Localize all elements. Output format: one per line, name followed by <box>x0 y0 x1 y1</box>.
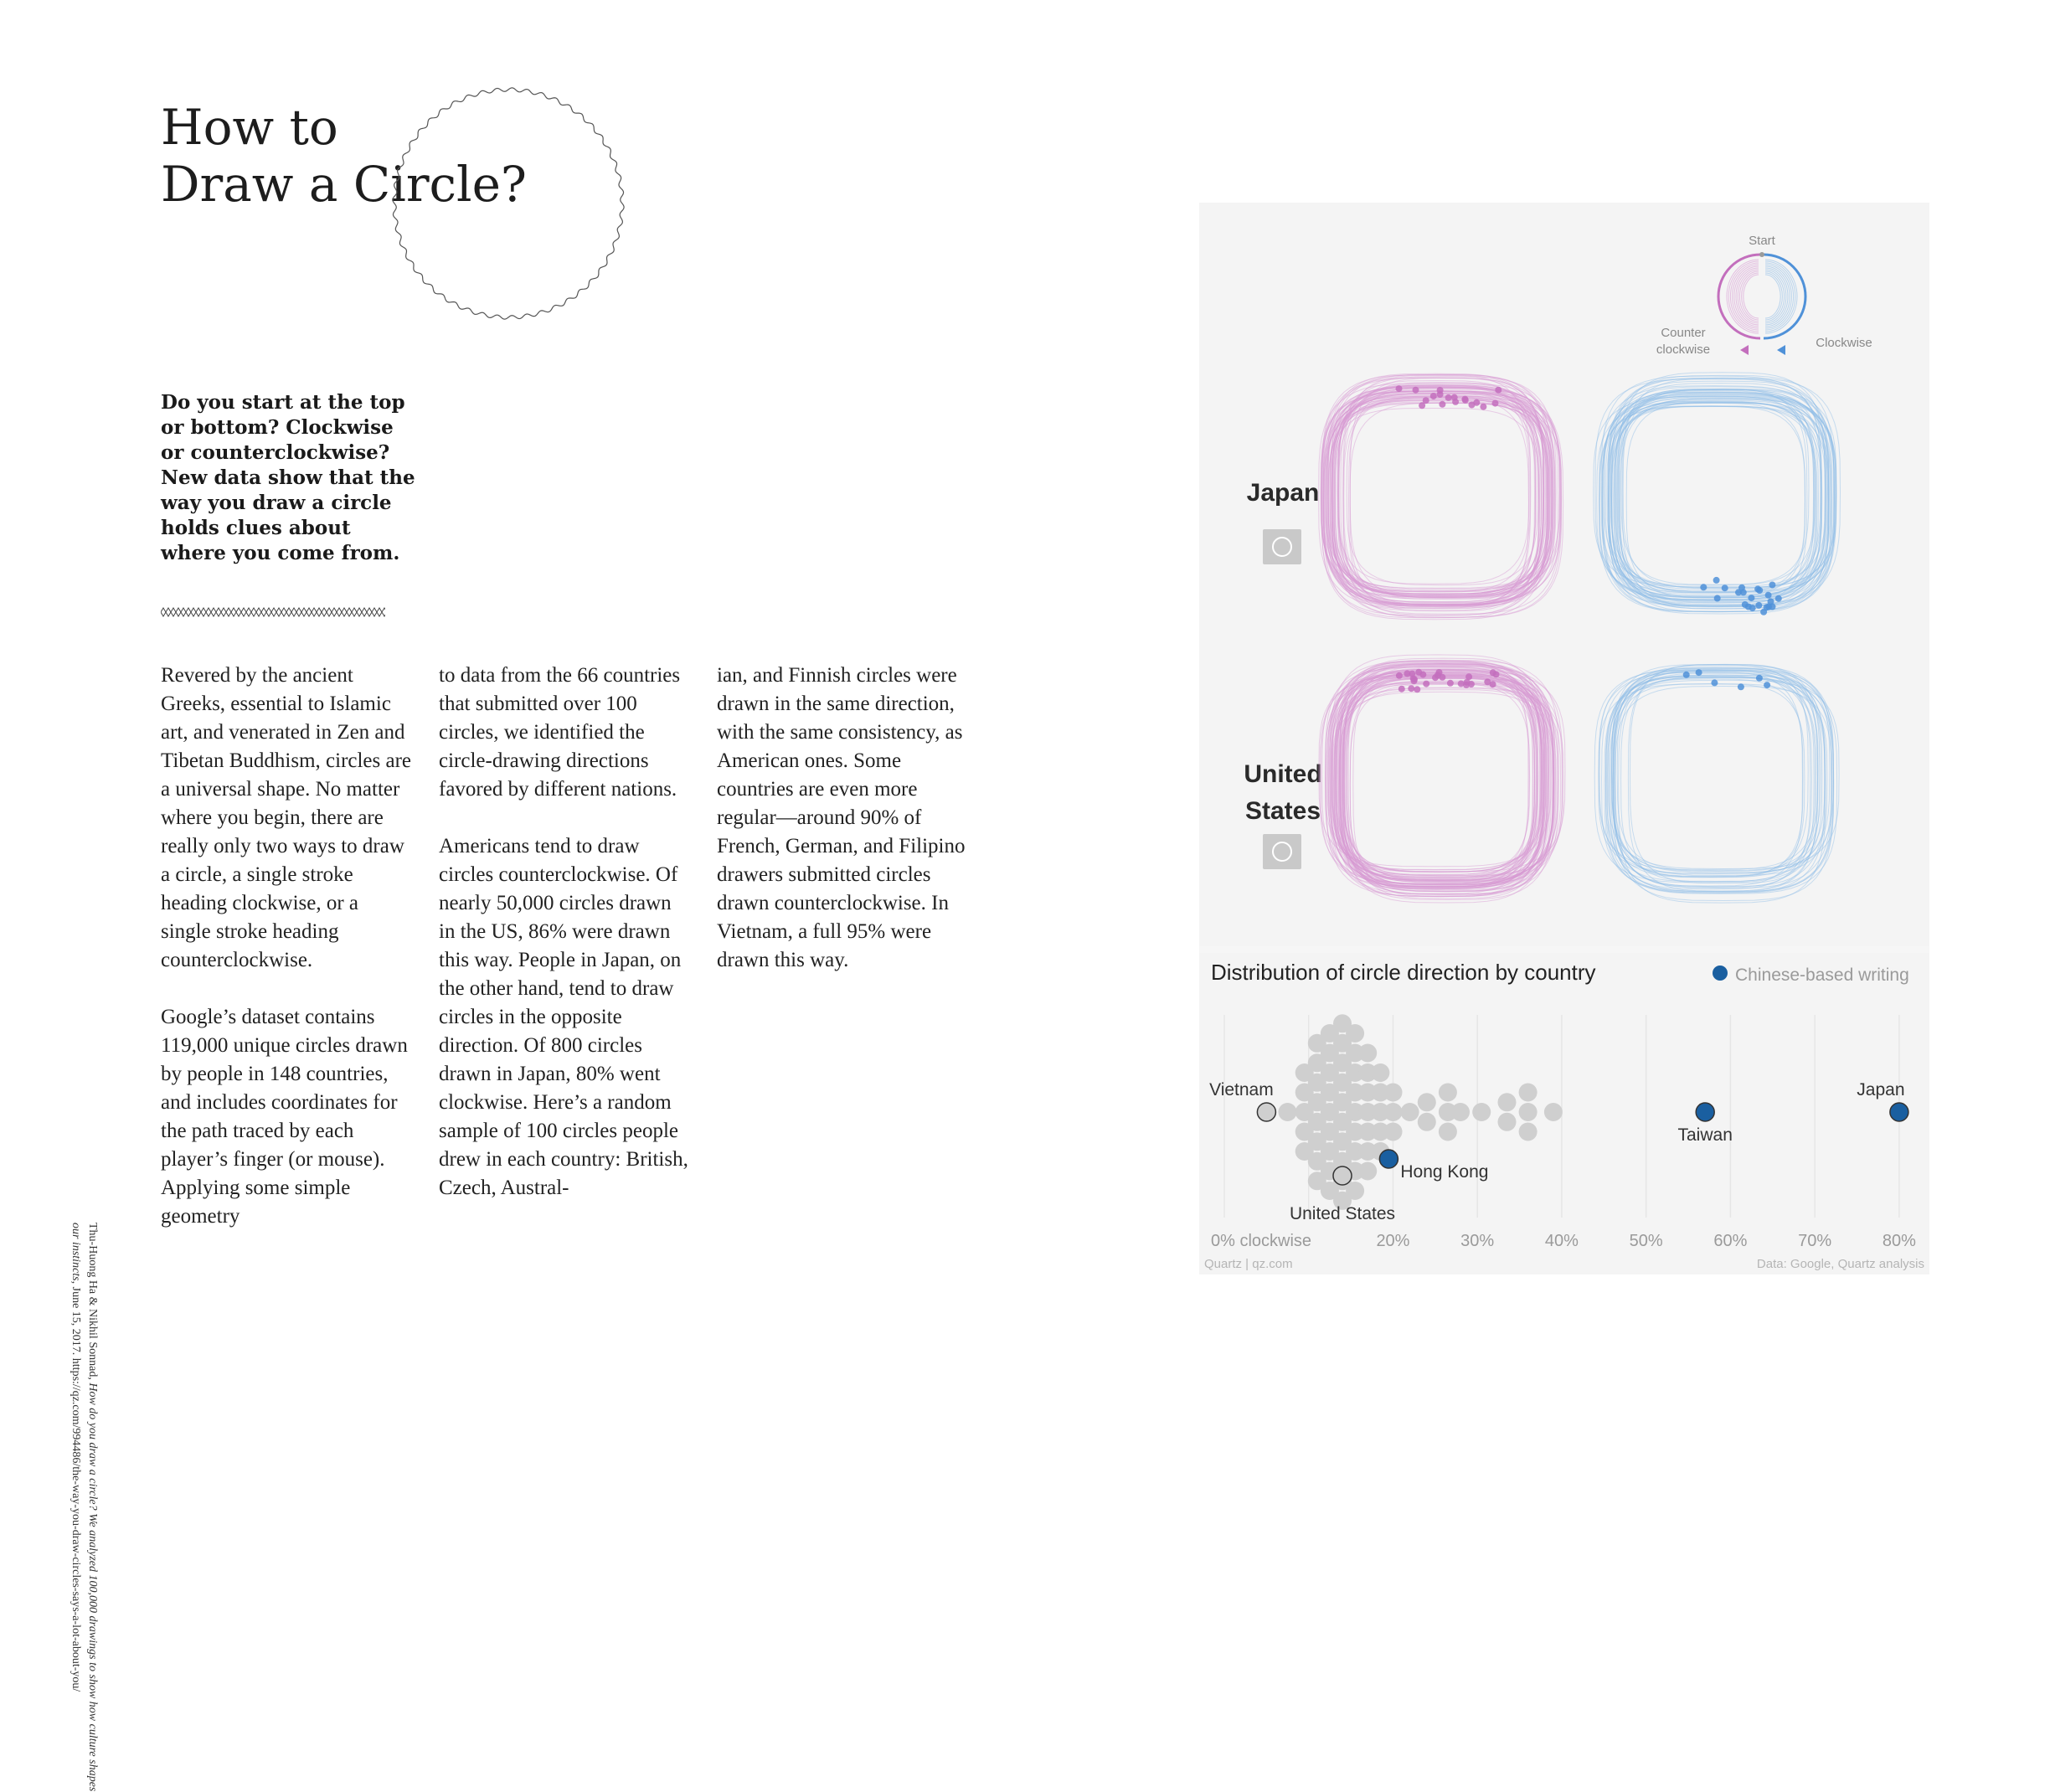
body-column-1 <box>161 662 412 1259</box>
country-point-vietnam <box>1257 1103 1275 1121</box>
row-label-japan: Japan <box>1246 479 1320 507</box>
country-label: Taiwan <box>1677 1125 1733 1145</box>
tick-label: 70% <box>1798 1232 1832 1250</box>
tick-label: 30% <box>1460 1232 1495 1250</box>
legend-dot <box>1713 966 1728 981</box>
row-label-us-2: States <box>1244 797 1321 825</box>
country-point <box>1279 1103 1297 1121</box>
tick-label: 20% <box>1376 1232 1410 1250</box>
legend-counter-label-2: clockwise <box>1656 342 1711 357</box>
paragraph: Google’s dataset contains 119,000 unique circles drawn by people in 148 countries, and includes coordinates for the path traced by each player’s finger (or mouse). Applying some simple geometry <box>161 1006 408 1228</box>
country-label: Japan <box>1857 1080 1905 1099</box>
circle-graphic-panel <box>1199 203 1929 1274</box>
tick-label: 80% <box>1882 1232 1916 1250</box>
country-point <box>1472 1103 1491 1121</box>
country-label: Hong Kong <box>1400 1162 1489 1182</box>
country-point-united-states <box>1333 1166 1352 1185</box>
footer-credit: Quartz | qz.com <box>1204 1257 1293 1271</box>
country-point <box>1346 1182 1364 1200</box>
country-point <box>1439 1123 1457 1141</box>
legend-clockwise-label: Clockwise <box>1816 336 1872 350</box>
country-point <box>1358 1162 1377 1181</box>
paragraph: Americans tend to draw circles counterclockwise. Of nearly 50,000 circles drawn in the US, 86% were drawn this way. People in Japan, on the other hand, tend to draw circles in the opposite direction. Of 800 circles drawn in Japan, 80% went clockwise. Here’s a random sample of 100 circles people drew in each country: British, Czech, Austral- <box>439 835 688 1199</box>
tick-label: 60% <box>1713 1232 1748 1250</box>
citation-title: How do you draw a circle? We analyzed 100,000 drawings to show how culture shapes our instincts <box>70 1223 99 1792</box>
country-point <box>1358 1044 1377 1063</box>
tick-label: 0% clockwise <box>1211 1232 1312 1250</box>
country-point <box>1346 1024 1364 1043</box>
country-point <box>1519 1103 1538 1121</box>
country-point <box>1384 1123 1403 1141</box>
country-point <box>1371 1063 1389 1082</box>
country-point <box>1544 1103 1563 1121</box>
row-label-us-1: United <box>1244 760 1322 788</box>
citation-details: , June 15, 2017. https://qz.com/994486/the-way-you-draw-circles-says-a-lot-about-you/ <box>70 1280 82 1692</box>
paragraph: Revered by the ancient Greeks, essential to Islamic art, and venerated in Zen and Tibetan Buddhism, circles are a universal shape. No matter where you begin, there are really only two ways to draw a circle, a single stroke heading clockwise, or a single stroke heading counterclockwise. <box>161 664 412 971</box>
zigzag-divider <box>161 606 385 618</box>
replay-button-japan[interactable] <box>1263 529 1301 564</box>
body-column-3 <box>717 662 968 1003</box>
graphic-canvas <box>1199 203 1929 1274</box>
title-line-1: How to <box>161 99 338 156</box>
citation-authors: Thu-Huong Ha & Nikhil Sonnad, <box>86 1223 99 1383</box>
country-point <box>1519 1123 1538 1141</box>
country-point-hong-kong <box>1379 1150 1398 1168</box>
tick-label: 50% <box>1629 1232 1663 1250</box>
intro-deck: Do you start at the top or bottom? Clockwise or counterclockwise? New data show that the way you draw a circle holds clues about where you come from. <box>161 391 415 564</box>
country-point-taiwan <box>1696 1103 1714 1121</box>
country-point <box>1498 1113 1517 1131</box>
title-line-2: Draw a Circle? <box>161 156 528 213</box>
legend-chinese-label: Chinese-based writing <box>1735 966 1909 985</box>
country-point <box>1498 1093 1517 1111</box>
paragraph: to data from the 66 countries that submitted over 100 circles, we identified the circle-drawing directions favored by different nations. <box>439 664 681 801</box>
replay-button-us[interactable] <box>1263 834 1301 869</box>
country-point <box>1439 1084 1457 1102</box>
country-point-japan <box>1890 1103 1908 1121</box>
body-column-2 <box>439 662 690 1231</box>
country-label: United States <box>1289 1204 1396 1223</box>
country-label: Vietnam <box>1209 1080 1274 1099</box>
country-point <box>1401 1103 1419 1121</box>
legend-counter-label-1: Counter <box>1661 326 1706 340</box>
tick-label: 40% <box>1544 1232 1579 1250</box>
wavy-circle-icon <box>387 82 630 325</box>
paragraph: ian, and Finnish circles were drawn in the same direction, with the same consistency, as American ones. Some countries are even more regular—around 90% of French, German, and Filipino drawers submitted circles drawn counterclockwise. In Vietnam, a full 95% were drawn this way. <box>717 664 966 971</box>
country-point <box>1418 1093 1436 1111</box>
country-point <box>1519 1084 1538 1102</box>
legend-start-label: Start <box>1749 234 1775 248</box>
country-point <box>1418 1113 1436 1131</box>
chart-title: Distribution of circle direction by country <box>1211 960 1596 985</box>
country-point <box>1384 1084 1403 1102</box>
source-citation <box>67 1223 100 1792</box>
footer-source: Data: Google, Quartz analysis <box>1756 1257 1924 1271</box>
country-point <box>1451 1103 1470 1121</box>
country-point <box>1384 1103 1403 1121</box>
